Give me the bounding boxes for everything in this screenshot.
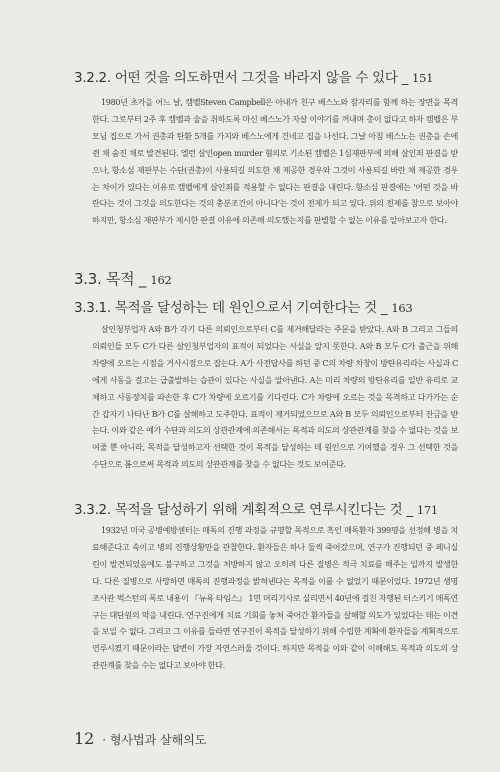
footer-separator: · — [102, 733, 107, 747]
section-title: 3.3. 목적 — [74, 270, 135, 288]
section-title: 3.2.2. 어떤 것을 의도하면서 그것을 바라지 않을 수 있다 — [74, 70, 398, 86]
section-heading-3-3-2: 3.3.2. 목적을 달성하기 위해 계획적으로 연루시킨다는 것 _ 171 — [74, 502, 438, 518]
page-footer — [74, 729, 206, 748]
section-page-ref: 171 — [416, 503, 438, 517]
section-page-ref: 151 — [412, 71, 434, 85]
book-title: 형사법과 살해의도 — [109, 733, 207, 747]
page-number: 12 — [74, 729, 95, 748]
section-heading-3-3: 3.3. 목적 _ 162 — [74, 270, 172, 288]
section-title: 3.3.1. 목적을 달성하는 데 원인으로서 기여한다는 것 — [74, 300, 377, 316]
paragraph-tuskegee-case: 1932년 미국 공병예방센터는 매독의 진행 과정을 규명할 목적으로 흑인 매독환자 399명을 선정해 병을 치료해준다고 속이고 병의 진행상황만을 관찰한다. 환자들은 하나 둘씩 죽어갔으며, 연구가 진행되던 중 페니실린이 발견되었음에도 불구하고 그것을 처방하지 않고 오히려 다른 질병은 적극 치료를 해주는 일까지 발생한다. 다른 질병으로 사망하면 매독의 진행과정을 밝혀낸다는 목적을 이룰 수 없었기 때문이었다. 1972년 생명조사관 벅스턴의 폭로 내용이 『뉴욕 타임스』 1면 머리기사로 실리면서 40년에 걸친 자행된 터스키기 매독연구는 대단원의 막을 내린다. 연구진에게 치료 기회를 놓쳐 죽어간 환자들을 살해할 의도가 있었다는 데는 이견을 보일 수 없다. 그리고 그 이유를 들라면 연구진이 목적을 달성하기 위해 수립한 계획에 환자들을 계획적으로 연루시켰기 때문이라는 답변이 가장 자연스러울 것이다. 하지만 목적을 이와 같이 이해해도 목적과 의도의 상관관계를 찾을 수는 없다고 보아야 한다. — [92, 525, 458, 671]
paragraph-hitman-case: 살인청부업자 A와 B가 각기 다른 의뢰인으로부터 C를 제거해달라는 주문을 받았다. A와 B 그리고 그들의 의뢰인들 모두 C가 다른 살인청부업자의 표적이 되었다는 사실을 알지 못한다. A와 B 모두 C가 출근을 위해 차량에 오르는 시점을 거사시점으로 잡는다. A가 사전답사를 하던 중 C의 차량 차창이 방탄유리라는 사실과 C에게 사동을 걸고는 급출발하는 습관이 있다는 사실을 알아낸다. A는 미리 차량의 방탄유리를 일반 유리로 교체하고 사동장치를 파손한 후 C가 차량에 오르기를 기다린다. C가 차량에 오르는 것을 목격하고 다가가는 순간 갑자기 나타난 B가 C를 살해하고 도주한다. 표적이 제거되었으므로 A와 B 모두 의뢰인으로부터 잔금을 받는다. 이와 같은 예가 수단과 의도의 상관관계에 의존해서는 목적과 의도의 상관관계를 찾을 수 없다는 것을 보여줄 뿐 아니라, 목적을 달성하고자 선택한 것이 목적을 달성하는 데 원인으로 기여했을 경우 그 선택한 것을 수단으로 봄으로써 목적과 의도의 상관관계를 찾을 수 없다는 것도 보여준다. — [92, 324, 458, 470]
section-heading-3-3-1: 3.3.1. 목적을 달성하는 데 원인으로서 기여한다는 것 _ 163 — [74, 300, 413, 316]
section-page-ref: 163 — [391, 301, 413, 315]
section-page-ref: 162 — [150, 273, 172, 287]
section-heading-3-2-2: 3.2.2. 어떤 것을 의도하면서 그것을 바라지 않을 수 있다 _ 151 — [74, 70, 434, 86]
section-title: 3.3.2. 목적을 달성하기 위해 계획적으로 연루시킨다는 것 — [74, 502, 403, 518]
paragraph-campbell-case: 1980년 초가을 어느 날, 캠벨Steven Campbell은 아내가 친구 베스노와 잠자리를 함께 하는 장면을 목격한다. 그로부터 2주 후 캠벨과 술을 취하도록 마신 베스노가 자살 이야기를 꺼내며 총이 없다고 하자 캠벨은 부모님 집으로 가서 권총과 탄환 5개를 가지와 베스노에게 건네고 집을 나선다. 그날 아침 베스노는 권총을 손에 쥔 채 숨진 채로 발견된다. 엘런 살인open murder 혐의로 기소된 캠벨은 1심재판부에 의해 살인죄 판결을 받으나, 항소심 재판부는 수단(권총)이 사용되길 의도한 채 제공한 경우와 그것이 사용되길 바란 채 제공한 경우는 차이가 있다는 이유로 캠벨에게 살인죄를 적용할 수 없다는 판결을 내린다. 항소심 판결에는 '어떤 것을 바란다는 것이 그것을 의도한다는 것의 충분조건이 아니다'는 것이 전제가 되고 있다. 위의 전제를 참으로 보아야 하지만, 항소심 재판부가 제시한 판결 이유에 의존해 의도했는지를 판별할 수 없는 이유를 알아보고자 한다. — [92, 97, 458, 226]
